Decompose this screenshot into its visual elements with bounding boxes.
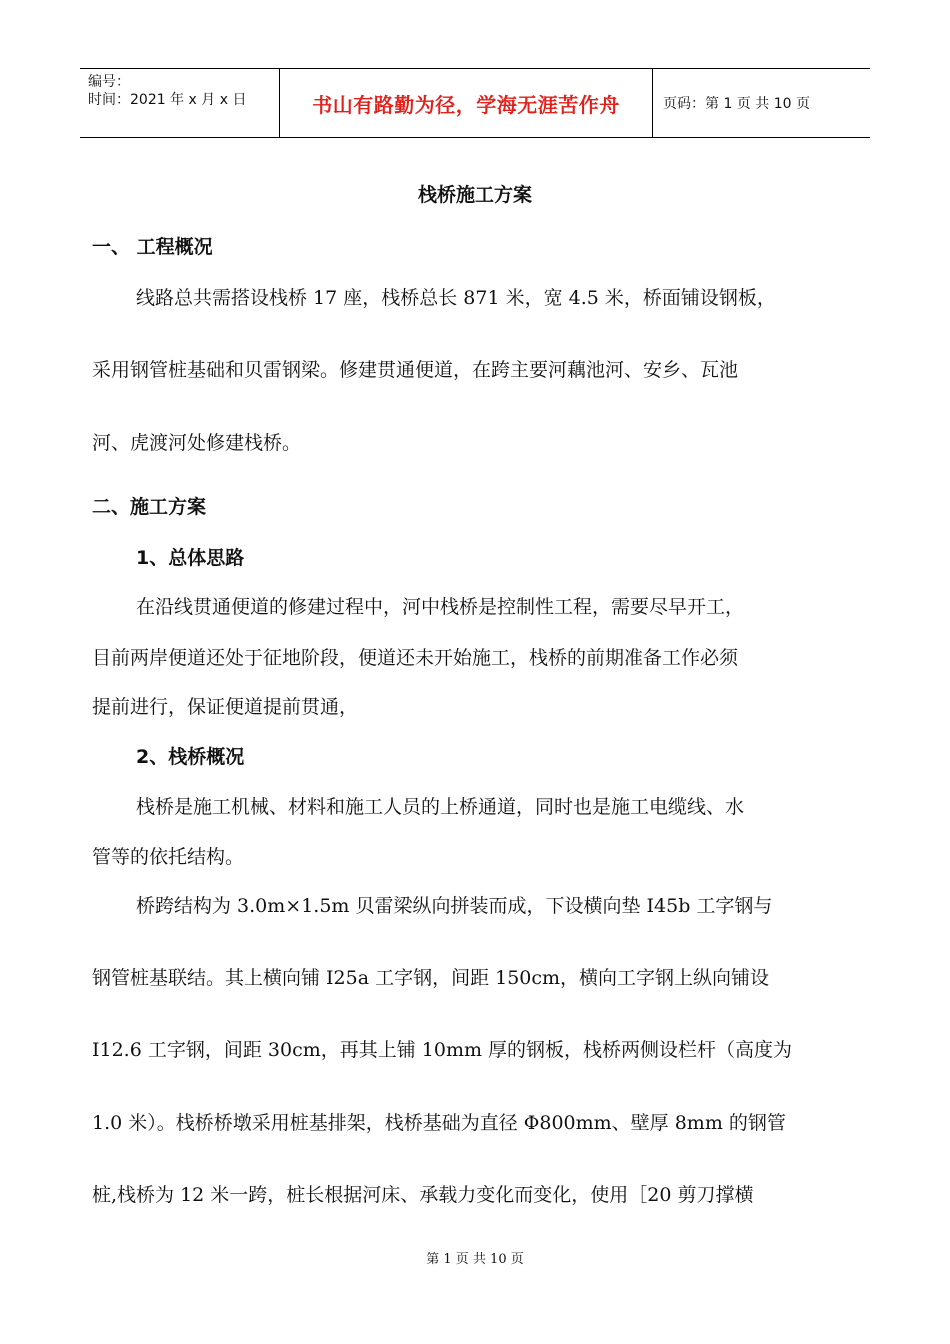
paragraph-line: 桥跨结构为 3.0m×1.5m 贝雷梁纵向拼装而成，下设横向垫 I45b 工字钢与 xyxy=(136,895,773,917)
paragraph-line: 河、虎渡河处修建栈桥。 xyxy=(92,432,302,454)
header-info xyxy=(80,69,280,137)
header-page-label: 页码：第 1 页 共 10 页 xyxy=(663,96,810,112)
document-title: 栈桥施工方案 xyxy=(417,184,532,206)
paragraph-line: 1.0 米）。栈桥桥墩采用桩基排架，栈桥基础为直径 Φ800mm、壁厚 8mm 的钢管 xyxy=(92,1112,786,1134)
date-label: 时间：2021 年 x 月 x 日 xyxy=(88,92,247,108)
paragraph-line: 在沿线贯通便道的修建过程中，河中栈桥是控制性工程，需要尽早开工， xyxy=(136,596,745,618)
paragraph-line: 目前两岸便道还处于征地阶段，便道还未开始施工，栈桥的前期准备工作必须 xyxy=(92,647,739,669)
header-motto: 书山有路勤为径，学海无涯苦作舟 xyxy=(280,69,653,137)
page-footer: 第 1 页 共 10 页 xyxy=(426,1252,524,1267)
number-label: 编号： xyxy=(88,74,130,90)
section-heading-2: 二、施工方案 xyxy=(92,496,207,518)
paragraph-line: 栈桥是施工机械、材料和施工人员的上桥通道，同时也是施工电缆线、水 xyxy=(136,796,745,818)
subsection-heading-1: 1、总体思路 xyxy=(136,547,245,569)
paragraph-line: I12.6 工字钢，间距 30cm，再其上铺 10mm 厚的钢板，栈桥两侧设栏杆（高度为 xyxy=(92,1039,793,1061)
section-heading-1: 一、 工程概况 xyxy=(92,236,213,258)
paragraph-line: 钢管桩基联结。其上横向铺 I25a 工字钢，间距 150cm，横向工字钢上纵向铺设 xyxy=(92,967,770,989)
paragraph-line: 线路总共需搭设栈桥 17 座，栈桥总长 871 米，宽 4.5 米，桥面铺设钢板， xyxy=(136,287,776,309)
subsection-heading-2: 2、栈桥概况 xyxy=(136,746,245,768)
paragraph-line: 桩,栈桥为 12 米一跨，桩长根据河床、承载力变化而变化，使用［20 剪刀撑横 xyxy=(92,1184,754,1206)
paragraph-line: 采用钢管桩基础和贝雷钢梁。修建贯通便道，在跨主要河藕池河、安乡、瓦池 xyxy=(92,359,739,381)
paragraph-line: 提前进行，保证便道提前贯通， xyxy=(92,696,359,718)
paragraph-line: 管等的依托结构。 xyxy=(92,846,245,868)
page-header xyxy=(80,68,870,138)
